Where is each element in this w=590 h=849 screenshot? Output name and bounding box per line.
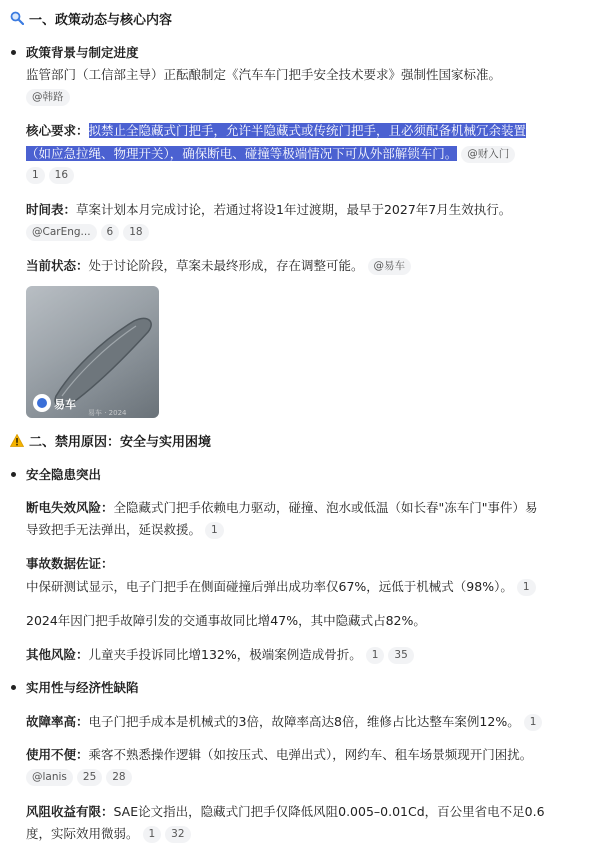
other-label: 其他风险： bbox=[26, 647, 89, 662]
timeline-label: 时间表： bbox=[26, 202, 77, 217]
reference-chip[interactable]: 6 bbox=[101, 224, 120, 241]
reference-chip[interactable]: 35 bbox=[388, 647, 413, 664]
data-label: 事故数据佐证： bbox=[26, 556, 114, 571]
citation-chip[interactable]: @财入门 bbox=[461, 146, 515, 163]
other-risk-line bbox=[26, 644, 414, 665]
data-text-1: 中保研测试显示，电子门把手在侧面碰撞后弹出成功率仅67%，远低于机械式（98%）。 bbox=[26, 579, 513, 594]
failure-label: 故障率高： bbox=[26, 714, 89, 729]
section-2-title: 二、禁用原因：安全与实用困境 bbox=[29, 435, 212, 450]
bullet-dot bbox=[11, 50, 16, 55]
core-highlight-2: （如应急拉绳、物理开关），确保断电、碰撞等极端情况下可从外部解锁车门。 bbox=[26, 146, 458, 161]
background-title: 政策背景与制定进度 bbox=[26, 45, 139, 60]
power-text-2: 导致把手无法弹出，延误救援。 bbox=[26, 522, 202, 537]
power-line-2 bbox=[26, 519, 224, 540]
data-line-1 bbox=[26, 576, 536, 597]
power-text-1: 全隐藏式门把手依赖电力驱动，碰撞、泡水或低温（如长春"冻车门"事件）易 bbox=[113, 500, 538, 515]
reference-chip[interactable]: 25 bbox=[77, 769, 102, 786]
safety-title: 安全隐患突出 bbox=[26, 467, 102, 482]
inconvenient-text: 乘客不熟悉操作逻辑（如按压式、电弹出式），网约车、租车场景频现开门困扰。 bbox=[88, 747, 533, 762]
power-label: 断电失效风险： bbox=[26, 500, 114, 515]
source-logo-icon bbox=[33, 394, 51, 412]
bullet-dot bbox=[11, 472, 16, 477]
citation-chip[interactable]: @易车 bbox=[368, 258, 412, 275]
drag-text-1: SAE论文指出，隐藏式门把手仅降低风阻0.005–0.01Cd，百公里省电不足0.6 bbox=[113, 804, 545, 819]
other-text: 儿童夹手投诉同比增132%，极端案例造成骨折。 bbox=[88, 647, 362, 662]
reference-chip[interactable]: 28 bbox=[106, 769, 131, 786]
core-highlight-1: 拟禁止全隐藏式门把手，允许半隐藏式或传统门把手，且必须配备机械冗余装置 bbox=[88, 123, 527, 138]
drag-line-2 bbox=[26, 823, 191, 844]
core-line-1 bbox=[26, 120, 526, 141]
reference-chip[interactable]: 18 bbox=[123, 224, 148, 241]
failure-line bbox=[26, 711, 542, 732]
door-handle-image[interactable] bbox=[26, 286, 159, 418]
reference-chip[interactable]: 1 bbox=[205, 522, 224, 539]
reference-chip[interactable]: 1 bbox=[524, 714, 543, 731]
status-label: 当前状态： bbox=[26, 258, 89, 273]
image-source-label: 易车 bbox=[54, 398, 76, 411]
image-watermark: 易车 · 2024 bbox=[88, 409, 127, 417]
practical-title: 实用性与经济性缺陷 bbox=[26, 680, 139, 695]
drag-label: 风阻收益有限： bbox=[26, 804, 114, 819]
bullet-dot bbox=[11, 685, 16, 690]
reference-chip[interactable]: 32 bbox=[165, 826, 190, 843]
citation-chip[interactable]: @lanis bbox=[26, 769, 73, 786]
failure-text: 电子门把手成本是机械式的3倍，故障率高达8倍，维修占比达整车案例12%。 bbox=[88, 714, 520, 729]
reference-chip[interactable]: 1 bbox=[366, 647, 385, 664]
inconvenient-line bbox=[26, 744, 532, 765]
search-icon bbox=[10, 11, 24, 28]
data-line-2: 2024年因门把手故障引发的交通事故同比增47%，其中隐藏式占82%。 bbox=[26, 613, 426, 628]
drag-text-2: 度，实际效用微弱。 bbox=[26, 826, 139, 841]
reference-chip[interactable]: 16 bbox=[49, 167, 74, 184]
status-text: 处于讨论阶段，草案未最终形成，存在调整可能。 bbox=[88, 258, 364, 273]
warning-icon bbox=[10, 434, 24, 450]
inconvenient-label: 使用不便： bbox=[26, 747, 89, 762]
reference-chip[interactable]: 1 bbox=[143, 826, 162, 843]
core-line-2 bbox=[26, 143, 515, 164]
section-1-title: 一、政策动态与核心内容 bbox=[29, 13, 173, 28]
timeline-text: 草案计划本月完成讨论，若通过将设1年过渡期，最早于2027年7月生效执行。 bbox=[76, 202, 512, 217]
status-line bbox=[26, 255, 411, 276]
drag-line-1 bbox=[26, 801, 545, 822]
citation-chip[interactable]: @韩路 bbox=[26, 89, 70, 106]
core-label: 核心要求： bbox=[26, 123, 89, 138]
power-line-1 bbox=[26, 497, 538, 518]
reference-chip[interactable]: 1 bbox=[517, 579, 536, 596]
background-text: 监管部门（工信部主导）正酝酿制定《汽车车门把手安全技术要求》强制性国家标准。 bbox=[26, 67, 502, 82]
timeline-line bbox=[26, 199, 511, 220]
reference-chip[interactable]: 1 bbox=[26, 167, 45, 184]
citation-chip[interactable]: @CarEng... bbox=[26, 224, 97, 241]
